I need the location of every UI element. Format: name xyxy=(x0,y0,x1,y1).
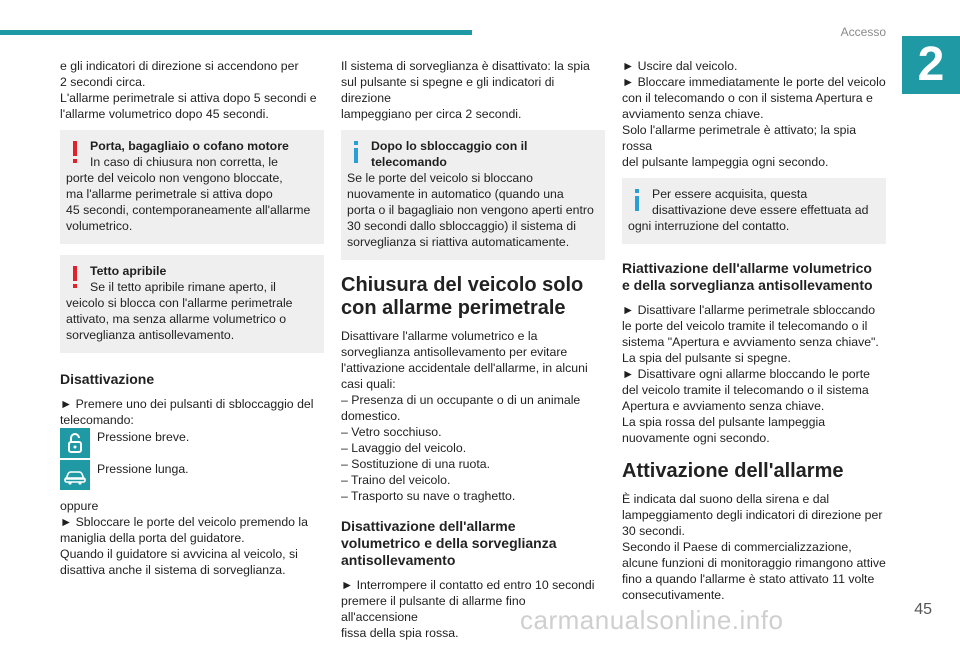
body-paragraph: ► Disattivare l'allarme perimetrale sbloccando le porte del veicolo tramite il telecomando o il sistema "Apertura e avviamento senza chiave". La spia del pulsante si spegne. ► Disattivare ogni allarme bloccando le porte del veicolo tramite il telecomando o il sistema Apertura e avviamento senza chiave. La spia rossa del pulsante lampeggia nuovamente ogni secondo. xyxy=(622,303,879,445)
header-accent-bar xyxy=(0,30,472,35)
info-icon xyxy=(634,189,640,211)
page-number: 45 xyxy=(914,601,932,618)
heading-riattivazione: Riattivazione dell'allarme volumetrico e della sorveglianza antisollevamento xyxy=(622,260,873,293)
warning-note-sunroof: Tetto apribile Se il tetto apribile rimane aperto, il veicolo si blocca con l'allarme perimetrale attivato, ma senza allarme volumetrico o sorveglianza antisollevamento. xyxy=(60,255,324,353)
column-1 xyxy=(60,58,324,584)
warning-icon xyxy=(72,141,78,163)
tail-paragraph: oppure ► Sbloccare le porte del veicolo premendo la maniglia della porta del guidatore. Quando il guidatore si avvicina al veicolo, si disattiva anche il sistema di sorveglianza. xyxy=(60,499,308,577)
intro-paragraph: e gli indicatori di direzione si accendono per 2 secondi circa. L'allarme perimetrale si attiva dopo 5 secondi e l'allarme volumetrico dopo 45 secondi. xyxy=(60,59,317,121)
watermark: carmanualsonline.info xyxy=(520,605,784,635)
section-name: Accesso xyxy=(840,25,886,39)
info-note-after-unlock: Dopo lo sbloccaggio con il telecomando Se le porte del veicolo si bloccano nuovamente in automatico (quando una porta o il bagagliaio non vengono aperti entro 30 secondi dallo sbloccaggio) il sistema di sorveglianza si riattiva automaticamente. xyxy=(341,130,605,260)
intro-paragraph: Il sistema di sorveglianza è disattivato: la spia sul pulsante si spegne e gli indicatori di direzione lampeggiano per circa 2 secondi. xyxy=(341,59,590,121)
intro-paragraph: ► Uscire dal veicolo. ► Bloccare immediatamente le porte del veicolo con il telecomando o con il sistema Apertura e avviamento senza chiave. Solo l'allarme perimetrale è attivato; la spia rossa del pulsante lampeggia ogni secondo. xyxy=(622,59,886,169)
info-icon xyxy=(353,141,359,163)
car-icon xyxy=(60,460,90,490)
column-2 xyxy=(341,58,605,647)
step-paragraph: ► Premere uno dei pulsanti di sbloccaggio del telecomando: xyxy=(60,397,314,427)
key-unlock-long: Pressione lunga. xyxy=(60,460,324,492)
column-3 xyxy=(622,58,886,609)
key-unlock-short: Pressione breve. xyxy=(60,428,324,460)
heading-disattivazione-volumetrico: Disattivazione dell'allarme volumetrico e della sorveglianza antisollevamento xyxy=(341,518,557,568)
padlock-open-icon xyxy=(60,428,90,458)
heading-disattivazione: Disattivazione xyxy=(60,371,155,387)
chapter-number-badge: 2 xyxy=(902,36,960,94)
body-paragraph: Disattivare l'allarme volumetrico e la sorveglianza antisollevamento per evitare l'attivazione accidentale dell'allarme, in alcuni casi quali: – Presenza di un occupante o di un animale domestico. – Vetro socchiuso. – Lavaggio del veicolo. – Sostituzione di una ruota. – Traino del veicolo. – Trasporto su nave o traghetto. xyxy=(341,329,588,503)
warning-icon xyxy=(72,266,78,288)
heading-chiusura-perimetrale: Chiusura del veicolo solo con allarme perimetrale xyxy=(341,274,584,319)
body-paragraph-2: È indicata dal suono della sirena e dal lampeggiamento degli indicatori di direzione per 30 secondi. Secondo il Paese di commercializzazione, alcune funzioni di monitoraggio rimangono attive fino a quando l'allarme è stato attivato 11 volte consecutivamente. xyxy=(622,492,886,602)
heading-attivazione-allarme: Attivazione dell'allarme xyxy=(622,460,844,482)
warning-note-doors: Porta, bagagliaio o cofano motore In caso di chiusura non corretta, le porte del veicolo non vengono bloccate, ma l'allarme perimetrale si attiva dopo 45 secondi, contemporaneamente all'allarme volumetrico. xyxy=(60,130,324,244)
info-note-acquisition: Per essere acquisita, questa disattivazione deve essere effettuata ad ogni interruzione del contatto. xyxy=(622,178,886,244)
step-paragraph: ► Interrompere il contatto ed entro 10 secondi premere il pulsante di allarme fino all'accensione fissa della spia rossa. xyxy=(341,578,595,640)
